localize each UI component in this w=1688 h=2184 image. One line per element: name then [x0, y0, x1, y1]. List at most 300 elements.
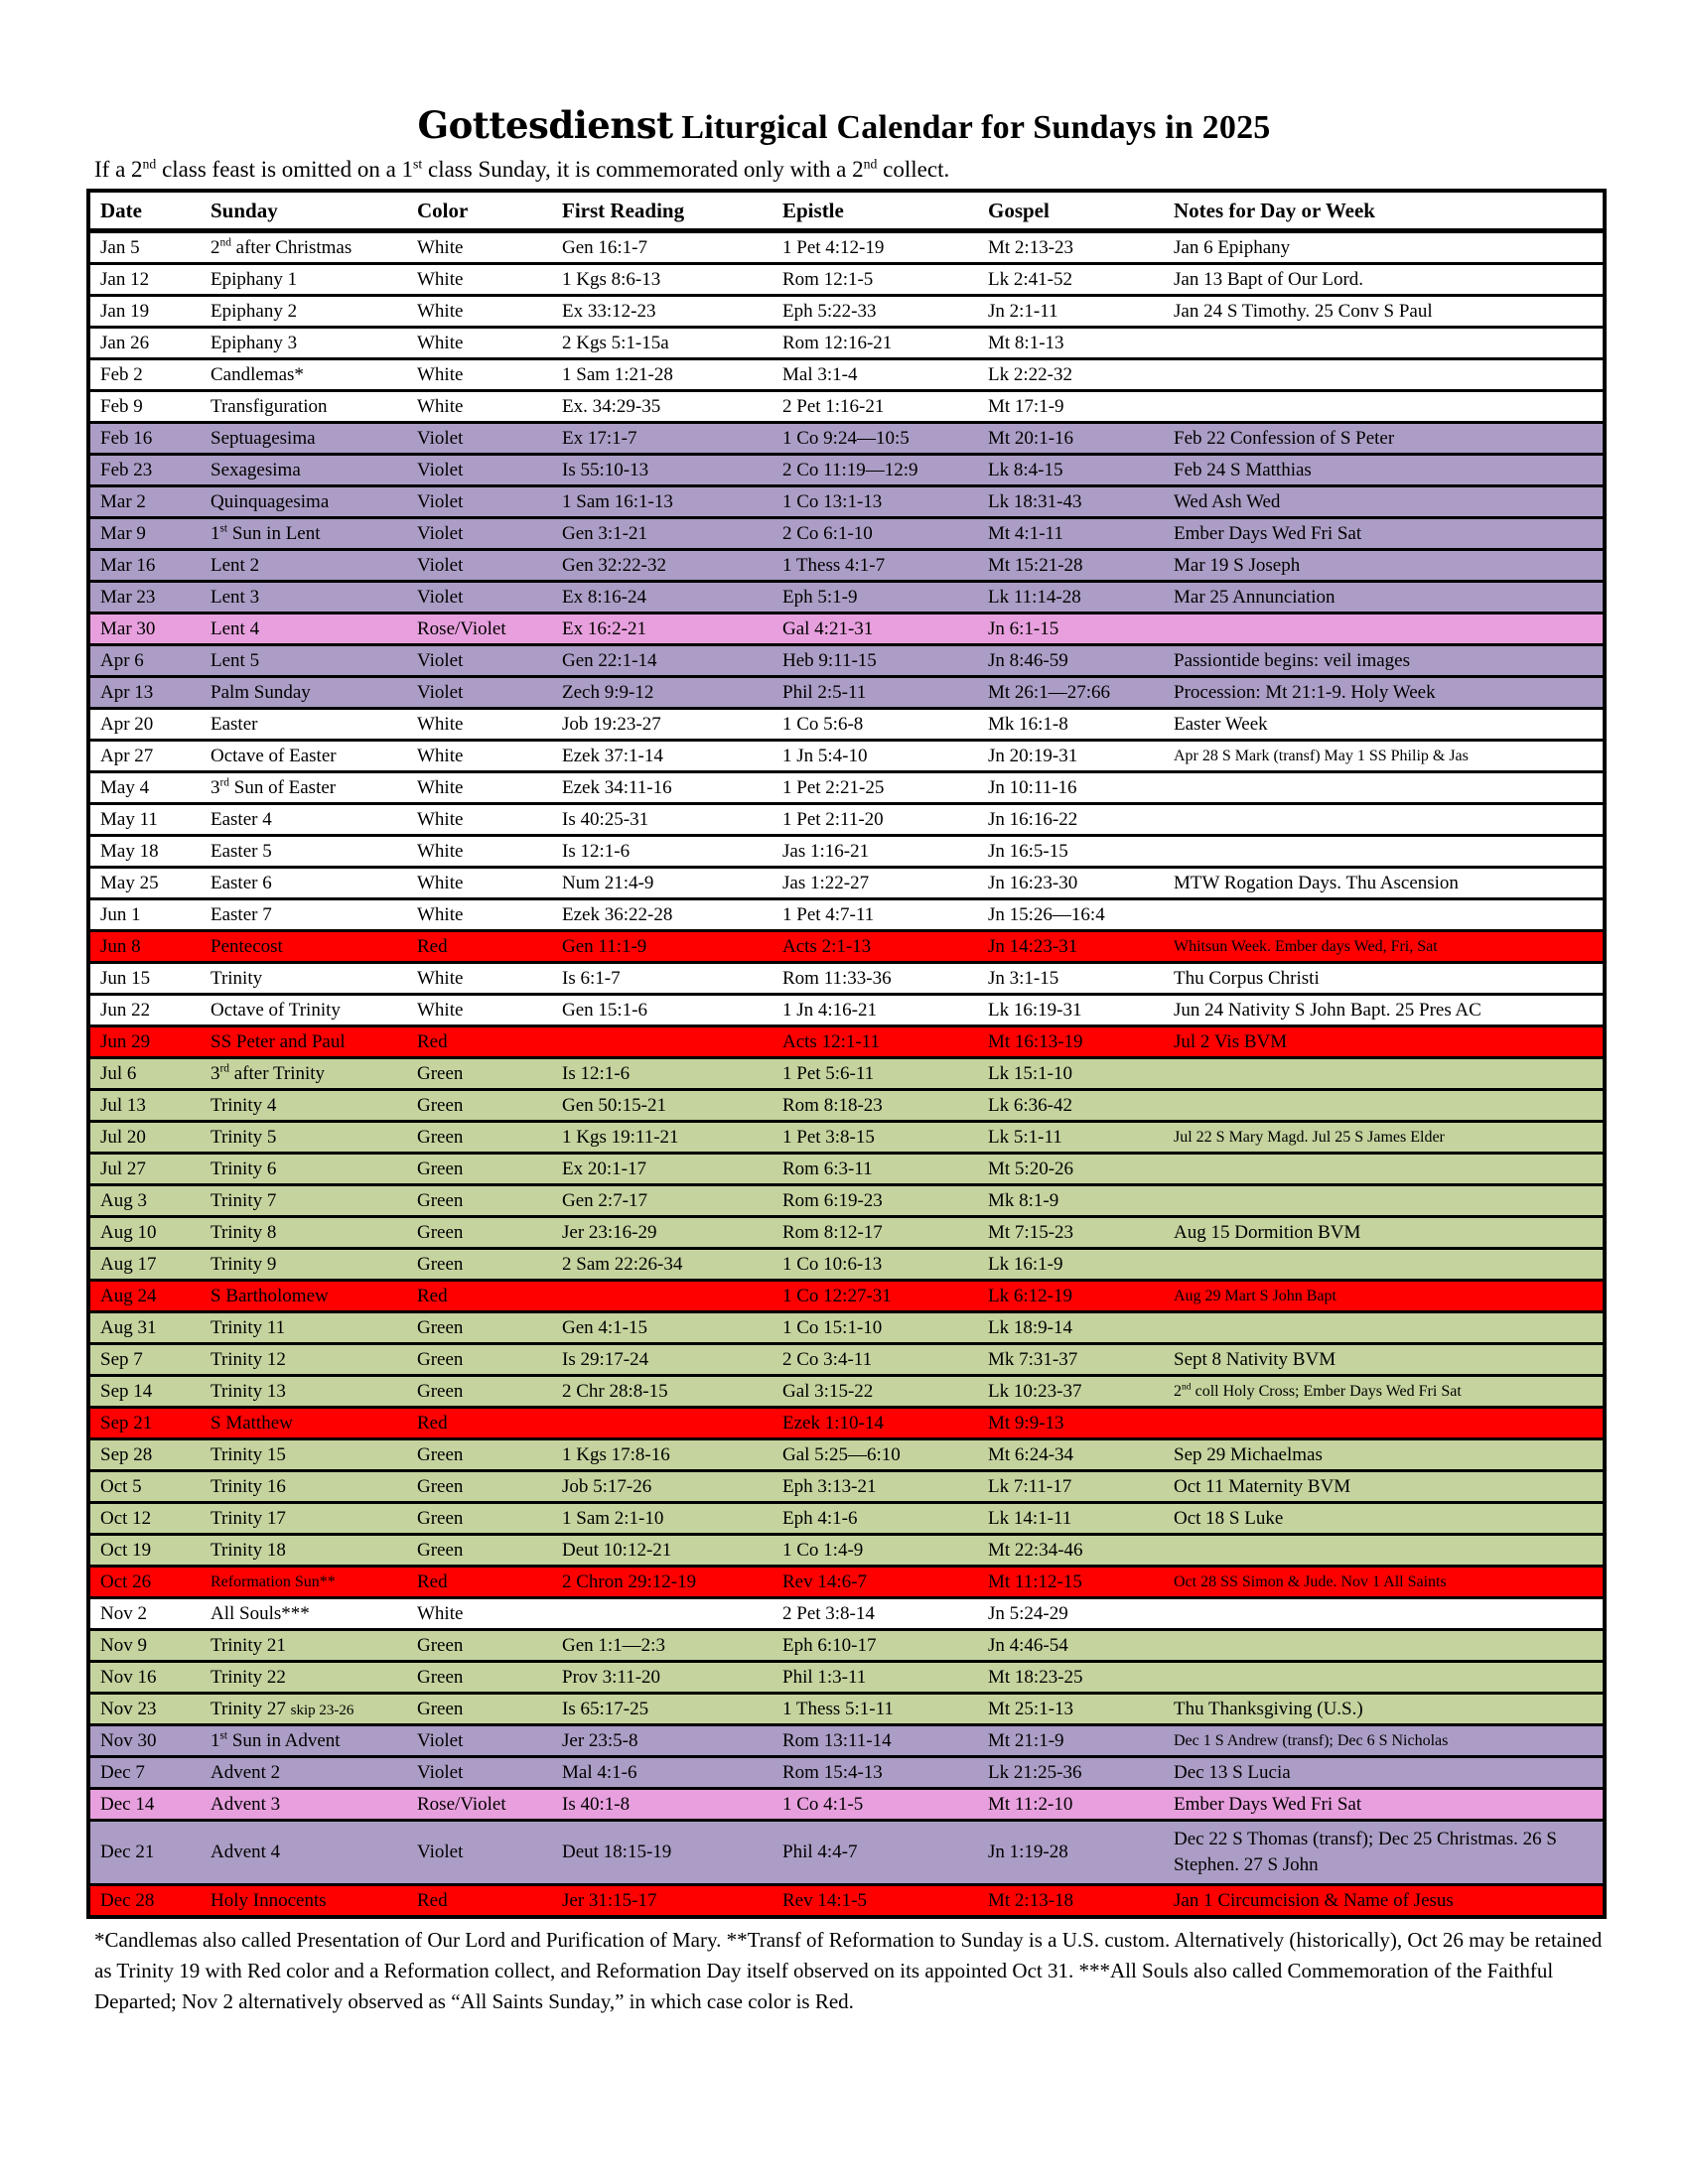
cell-date: Aug 31	[88, 1312, 201, 1344]
header-epistle: Epistle	[773, 191, 978, 231]
cell-sunday: All Souls***	[201, 1598, 407, 1630]
cell-color: Red	[407, 1567, 552, 1598]
cell-date: May 18	[88, 836, 201, 868]
cell-date: Feb 16	[88, 423, 201, 455]
cell-first: Jer 23:5-8	[552, 1725, 773, 1757]
cell-first: Ezek 34:11-16	[552, 772, 773, 804]
cell-color: Red	[407, 1885, 552, 1918]
cell-gospel: Mk 16:1-8	[978, 709, 1164, 741]
cell-first: Is 12:1-6	[552, 836, 773, 868]
cell-date: Aug 24	[88, 1281, 201, 1312]
calendar-table	[86, 189, 1607, 1919]
cell-epistle: 2 Pet 1:16-21	[773, 391, 978, 423]
cell-sunday: SS Peter and Paul	[201, 1026, 407, 1058]
cell-first: 1 Kgs 8:6-13	[552, 264, 773, 296]
cell-color: Green	[407, 1090, 552, 1122]
cell-epistle: Ezek 1:10-14	[773, 1408, 978, 1439]
cell-notes: Sep 29 Michaelmas	[1164, 1439, 1605, 1471]
cell-first: Is 65:17-25	[552, 1694, 773, 1725]
cell-date: Apr 6	[88, 645, 201, 677]
cell-gospel: Mt 26:1—27:66	[978, 677, 1164, 709]
table-row	[88, 1725, 1605, 1757]
cell-color: White	[407, 1598, 552, 1630]
cell-first: 1 Sam 2:1-10	[552, 1503, 773, 1535]
cell-first: Ex 20:1-17	[552, 1154, 773, 1185]
table-row	[88, 231, 1605, 264]
cell-gospel: Jn 15:26—16:4	[978, 899, 1164, 931]
cell-date: Jun 8	[88, 931, 201, 963]
cell-sunday: Trinity 15	[201, 1439, 407, 1471]
cell-gospel: Mt 8:1-13	[978, 328, 1164, 359]
table-row	[88, 963, 1605, 995]
cell-date: Jan 26	[88, 328, 201, 359]
cell-gospel: Jn 4:46-54	[978, 1630, 1164, 1662]
cell-color: Violet	[407, 518, 552, 550]
cell-gospel: Lk 2:22-32	[978, 359, 1164, 391]
cell-color: White	[407, 359, 552, 391]
cell-notes	[1164, 772, 1605, 804]
cell-first: Gen 15:1-6	[552, 995, 773, 1026]
cell-sunday: S Bartholomew	[201, 1281, 407, 1312]
cell-date: Sep 21	[88, 1408, 201, 1439]
cell-gospel: Mt 5:20-26	[978, 1154, 1164, 1185]
cell-sunday: Epiphany 1	[201, 264, 407, 296]
cell-notes	[1164, 1598, 1605, 1630]
cell-date: Nov 16	[88, 1662, 201, 1694]
cell-sunday: Trinity	[201, 963, 407, 995]
cell-sunday: Trinity 18	[201, 1535, 407, 1567]
cell-color: Green	[407, 1376, 552, 1408]
cell-epistle: 2 Co 3:4-11	[773, 1344, 978, 1376]
cell-notes: Oct 28 SS Simon & Jude. Nov 1 All Saints	[1164, 1567, 1605, 1598]
table-row	[88, 772, 1605, 804]
cell-date: Feb 23	[88, 455, 201, 486]
cell-color: White	[407, 328, 552, 359]
cell-sunday: Epiphany 2	[201, 296, 407, 328]
cell-color: Green	[407, 1122, 552, 1154]
cell-epistle: Rom 13:11-14	[773, 1725, 978, 1757]
cell-epistle: 1 Co 5:6-8	[773, 709, 978, 741]
cell-sunday: Trinity 21	[201, 1630, 407, 1662]
cell-notes	[1164, 1249, 1605, 1281]
cell-date: Sep 7	[88, 1344, 201, 1376]
cell-color: White	[407, 231, 552, 264]
cell-date: Mar 2	[88, 486, 201, 518]
cell-color: Violet	[407, 455, 552, 486]
cell-sunday: Trinity 11	[201, 1312, 407, 1344]
cell-gospel: Mt 17:1-9	[978, 391, 1164, 423]
cell-sunday: Trinity 13	[201, 1376, 407, 1408]
cell-notes: Mar 25 Annunciation	[1164, 582, 1605, 614]
cell-first: Is 40:1-8	[552, 1789, 773, 1821]
cell-color: White	[407, 899, 552, 931]
cell-color: Green	[407, 1154, 552, 1185]
cell-color: White	[407, 741, 552, 772]
cell-first	[552, 1408, 773, 1439]
cell-notes	[1164, 359, 1605, 391]
cell-epistle: 1 Co 1:4-9	[773, 1535, 978, 1567]
table-row	[88, 836, 1605, 868]
table-row	[88, 868, 1605, 899]
cell-epistle: 1 Pet 4:7-11	[773, 899, 978, 931]
cell-notes	[1164, 1535, 1605, 1567]
cell-gospel: Mt 9:9-13	[978, 1408, 1164, 1439]
cell-color: Violet	[407, 486, 552, 518]
cell-notes: Thu Thanksgiving (U.S.)	[1164, 1694, 1605, 1725]
table-row	[88, 1122, 1605, 1154]
cell-gospel: Jn 6:1-15	[978, 614, 1164, 645]
table-row	[88, 582, 1605, 614]
cell-sunday: Trinity 17	[201, 1503, 407, 1535]
table-row	[88, 1789, 1605, 1821]
cell-first: Is 40:25-31	[552, 804, 773, 836]
cell-color: Violet	[407, 1757, 552, 1789]
cell-sunday: Pentecost	[201, 931, 407, 963]
table-row	[88, 1662, 1605, 1694]
cell-first: Zech 9:9-12	[552, 677, 773, 709]
cell-color: Green	[407, 1630, 552, 1662]
table-row	[88, 518, 1605, 550]
cell-first: Ezek 37:1-14	[552, 741, 773, 772]
cell-color: Green	[407, 1535, 552, 1567]
cell-notes: Aug 15 Dormition BVM	[1164, 1217, 1605, 1249]
header-sunday: Sunday	[201, 191, 407, 231]
cell-notes	[1164, 804, 1605, 836]
cell-notes: 2nd coll Holy Cross; Ember Days Wed Fri Sat	[1164, 1376, 1605, 1408]
cell-notes	[1164, 1312, 1605, 1344]
cell-gospel: Lk 8:4-15	[978, 455, 1164, 486]
cell-notes	[1164, 1154, 1605, 1185]
cell-notes: Ember Days Wed Fri Sat	[1164, 1789, 1605, 1821]
cell-first: Gen 22:1-14	[552, 645, 773, 677]
subtitle: If a 2nd class feast is omitted on a 1st class Sunday, it is commemorated only with a 2nd collect.	[94, 156, 950, 182]
table-row	[88, 391, 1605, 423]
cell-first: Ex 8:16-24	[552, 582, 773, 614]
cell-first: Gen 4:1-15	[552, 1312, 773, 1344]
cell-sunday: Transfiguration	[201, 391, 407, 423]
cell-date: Jul 6	[88, 1058, 201, 1090]
cell-epistle: Heb 9:11-15	[773, 645, 978, 677]
cell-first: Job 19:23-27	[552, 709, 773, 741]
cell-color: Red	[407, 1026, 552, 1058]
cell-gospel: Mt 21:1-9	[978, 1725, 1164, 1757]
table-row	[88, 264, 1605, 296]
table-row	[88, 1058, 1605, 1090]
table-row	[88, 550, 1605, 582]
table-row	[88, 1154, 1605, 1185]
cell-epistle: 1 Thess 4:1-7	[773, 550, 978, 582]
cell-notes: Ember Days Wed Fri Sat	[1164, 518, 1605, 550]
cell-gospel: Mt 16:13-19	[978, 1026, 1164, 1058]
cell-gospel: Mt 25:1-13	[978, 1694, 1164, 1725]
cell-first: Mal 4:1-6	[552, 1757, 773, 1789]
cell-first: Is 29:17-24	[552, 1344, 773, 1376]
cell-sunday: Easter 4	[201, 804, 407, 836]
table-row	[88, 1567, 1605, 1598]
cell-color: Green	[407, 1185, 552, 1217]
table-row	[88, 1439, 1605, 1471]
cell-first: Gen 3:1-21	[552, 518, 773, 550]
cell-gospel: Lk 5:1-11	[978, 1122, 1164, 1154]
cell-first: Ex 16:2-21	[552, 614, 773, 645]
table-row	[88, 899, 1605, 931]
cell-notes: Jul 2 Vis BVM	[1164, 1026, 1605, 1058]
cell-epistle: 1 Jn 5:4-10	[773, 741, 978, 772]
cell-gospel: Mt 2:13-18	[978, 1885, 1164, 1918]
cell-first: 1 Kgs 17:8-16	[552, 1439, 773, 1471]
cell-gospel: Jn 10:11-16	[978, 772, 1164, 804]
title-rest: Liturgical Calendar for Sundays in 2025	[672, 109, 1271, 146]
cell-notes	[1164, 614, 1605, 645]
table-row	[88, 1026, 1605, 1058]
cell-date: Jun 1	[88, 899, 201, 931]
cell-date: Oct 12	[88, 1503, 201, 1535]
table-row	[88, 1821, 1605, 1885]
cell-gospel: Mt 2:13-23	[978, 231, 1164, 264]
cell-epistle: Eph 6:10-17	[773, 1630, 978, 1662]
cell-sunday: Epiphany 3	[201, 328, 407, 359]
cell-sunday: 2nd after Christmas	[201, 231, 407, 264]
cell-date: Dec 21	[88, 1821, 201, 1885]
cell-notes: Jan 1 Circumcision & Name of Jesus	[1164, 1885, 1605, 1918]
cell-epistle: Phil 1:3-11	[773, 1662, 978, 1694]
cell-sunday: Trinity 9	[201, 1249, 407, 1281]
cell-date: Jan 5	[88, 231, 201, 264]
cell-sunday: 1st Sun in Lent	[201, 518, 407, 550]
cell-notes: MTW Rogation Days. Thu Ascension	[1164, 868, 1605, 899]
table-row	[88, 1535, 1605, 1567]
cell-gospel: Jn 5:24-29	[978, 1598, 1164, 1630]
cell-color: Violet	[407, 677, 552, 709]
cell-sunday: Advent 4	[201, 1821, 407, 1885]
cell-first: Gen 32:22-32	[552, 550, 773, 582]
cell-gospel: Lk 21:25-36	[978, 1757, 1164, 1789]
cell-date: Aug 10	[88, 1217, 201, 1249]
cell-first: Is 6:1-7	[552, 963, 773, 995]
cell-color: White	[407, 264, 552, 296]
cell-epistle: Rom 8:18-23	[773, 1090, 978, 1122]
cell-gospel: Mt 11:12-15	[978, 1567, 1164, 1598]
cell-sunday: Trinity 5	[201, 1122, 407, 1154]
cell-notes: Oct 18 S Luke	[1164, 1503, 1605, 1535]
cell-notes: Whitsun Week. Ember days Wed, Fri, Sat	[1164, 931, 1605, 963]
table-row	[88, 455, 1605, 486]
cell-epistle: Rom 12:16-21	[773, 328, 978, 359]
cell-date: May 4	[88, 772, 201, 804]
table-row	[88, 1694, 1605, 1725]
cell-notes: Feb 22 Confession of S Peter	[1164, 423, 1605, 455]
cell-gospel: Lk 6:36-42	[978, 1090, 1164, 1122]
cell-sunday: Easter	[201, 709, 407, 741]
cell-notes	[1164, 899, 1605, 931]
table-row	[88, 423, 1605, 455]
cell-epistle: 1 Co 12:27-31	[773, 1281, 978, 1312]
cell-epistle: 1 Pet 3:8-15	[773, 1122, 978, 1154]
cell-gospel: Jn 16:5-15	[978, 836, 1164, 868]
cell-color: Violet	[407, 550, 552, 582]
cell-sunday: Trinity 12	[201, 1344, 407, 1376]
cell-notes: Dec 13 S Lucia	[1164, 1757, 1605, 1789]
table-row	[88, 645, 1605, 677]
cell-first: Prov 3:11-20	[552, 1662, 773, 1694]
masthead: Gottesdienst	[417, 103, 673, 147]
cell-first: 2 Kgs 5:1-15a	[552, 328, 773, 359]
cell-sunday: 3rd after Trinity	[201, 1058, 407, 1090]
cell-notes: Wed Ash Wed	[1164, 486, 1605, 518]
cell-color: White	[407, 296, 552, 328]
cell-epistle: 1 Pet 2:21-25	[773, 772, 978, 804]
cell-color: Green	[407, 1312, 552, 1344]
cell-date: Apr 27	[88, 741, 201, 772]
cell-first: Jer 31:15-17	[552, 1885, 773, 1918]
cell-notes: Jun 24 Nativity S John Bapt. 25 Pres AC	[1164, 995, 1605, 1026]
cell-sunday: Easter 5	[201, 836, 407, 868]
table-row	[88, 1281, 1605, 1312]
cell-gospel: Jn 8:46-59	[978, 645, 1164, 677]
cell-epistle: Rev 14:1-5	[773, 1885, 978, 1918]
cell-gospel: Mt 15:21-28	[978, 550, 1164, 582]
cell-epistle: 1 Co 15:1-10	[773, 1312, 978, 1344]
cell-notes	[1164, 1662, 1605, 1694]
cell-date: Mar 23	[88, 582, 201, 614]
table-row	[88, 804, 1605, 836]
cell-epistle: Rom 6:19-23	[773, 1185, 978, 1217]
table-row	[88, 931, 1605, 963]
cell-notes: Mar 19 S Joseph	[1164, 550, 1605, 582]
cell-sunday: Candlemas*	[201, 359, 407, 391]
cell-color: Green	[407, 1058, 552, 1090]
cell-date: Jul 27	[88, 1154, 201, 1185]
cell-gospel: Mt 4:1-11	[978, 518, 1164, 550]
cell-date: Feb 2	[88, 359, 201, 391]
cell-sunday: Trinity 8	[201, 1217, 407, 1249]
header-color: Color	[407, 191, 552, 231]
table-row	[88, 709, 1605, 741]
cell-gospel: Mk 7:31-37	[978, 1344, 1164, 1376]
cell-sunday: Trinity 22	[201, 1662, 407, 1694]
cell-date: Apr 13	[88, 677, 201, 709]
cell-gospel: Jn 1:19-28	[978, 1821, 1164, 1885]
cell-first: Deut 18:15-19	[552, 1821, 773, 1885]
cell-first: Ex. 34:29-35	[552, 391, 773, 423]
cell-first: Is 55:10-13	[552, 455, 773, 486]
table-row	[88, 677, 1605, 709]
cell-date: Sep 14	[88, 1376, 201, 1408]
cell-epistle: Rom 15:4-13	[773, 1757, 978, 1789]
footnote: *Candlemas also called Presentation of Our Lord and Purification of Mary. **Transf of Reformation to Sunday is a U.S. custom. Alternatively (historically), Oct 26 may be retained as Trinity 19 with Red color and a Reformation collect, and Reformation Day itself observed on its appointed Oct 31. ***All Souls also called Commemoration of the Faithful Departed; Nov 2 alternatively observed as “All Saints Sunday,” in which case color is Red.	[94, 1928, 1603, 2014]
cell-first: Ezek 36:22-28	[552, 899, 773, 931]
cell-notes: Thu Corpus Christi	[1164, 963, 1605, 995]
cell-date: Feb 9	[88, 391, 201, 423]
table-row	[88, 1630, 1605, 1662]
header-first-reading: First Reading	[552, 191, 773, 231]
cell-color: Red	[407, 931, 552, 963]
cell-sunday: Easter 7	[201, 899, 407, 931]
cell-first: 1 Sam 1:21-28	[552, 359, 773, 391]
table-row	[88, 296, 1605, 328]
cell-gospel: Jn 16:16-22	[978, 804, 1164, 836]
cell-notes	[1164, 1185, 1605, 1217]
cell-epistle: Gal 3:15-22	[773, 1376, 978, 1408]
cell-notes	[1164, 391, 1605, 423]
cell-notes: Jan 24 S Timothy. 25 Conv S Paul	[1164, 296, 1605, 328]
cell-color: White	[407, 995, 552, 1026]
cell-color: Green	[407, 1694, 552, 1725]
table-row	[88, 1757, 1605, 1789]
cell-epistle: 1 Pet 4:12-19	[773, 231, 978, 264]
cell-first: 2 Sam 22:26-34	[552, 1249, 773, 1281]
cell-gospel: Lk 16:19-31	[978, 995, 1164, 1026]
cell-epistle: Mal 3:1-4	[773, 359, 978, 391]
table-row	[88, 1312, 1605, 1344]
table-row	[88, 1503, 1605, 1535]
cell-gospel: Mt 18:23-25	[978, 1662, 1164, 1694]
cell-color: White	[407, 709, 552, 741]
cell-sunday: Lent 3	[201, 582, 407, 614]
cell-epistle: Eph 4:1-6	[773, 1503, 978, 1535]
cell-notes	[1164, 1090, 1605, 1122]
cell-sunday: Trinity 4	[201, 1090, 407, 1122]
cell-color: Green	[407, 1503, 552, 1535]
cell-gospel: Mt 20:1-16	[978, 423, 1164, 455]
cell-gospel: Jn 14:23-31	[978, 931, 1164, 963]
table-row	[88, 741, 1605, 772]
cell-color: White	[407, 772, 552, 804]
cell-first: 2 Chr 28:8-15	[552, 1376, 773, 1408]
cell-sunday: S Matthew	[201, 1408, 407, 1439]
cell-first: Jer 23:16-29	[552, 1217, 773, 1249]
cell-sunday: Quinquagesima	[201, 486, 407, 518]
cell-date: Jan 19	[88, 296, 201, 328]
cell-date: Oct 26	[88, 1567, 201, 1598]
cell-date: Mar 9	[88, 518, 201, 550]
table-row	[88, 1185, 1605, 1217]
cell-epistle: Rom 6:3-11	[773, 1154, 978, 1185]
header-gospel: Gospel	[978, 191, 1164, 231]
table-row	[88, 1376, 1605, 1408]
cell-first: 1 Sam 16:1-13	[552, 486, 773, 518]
cell-gospel: Jn 3:1-15	[978, 963, 1164, 995]
cell-sunday: Octave of Easter	[201, 741, 407, 772]
cell-notes: Passiontide begins: veil images	[1164, 645, 1605, 677]
cell-sunday: Advent 3	[201, 1789, 407, 1821]
cell-first: Is 12:1-6	[552, 1058, 773, 1090]
cell-gospel: Mt 6:24-34	[978, 1439, 1164, 1471]
cell-notes	[1164, 836, 1605, 868]
cell-epistle: 1 Co 10:6-13	[773, 1249, 978, 1281]
cell-first: Gen 11:1-9	[552, 931, 773, 963]
table-row	[88, 1344, 1605, 1376]
table-row	[88, 1885, 1605, 1918]
cell-first: Gen 16:1-7	[552, 231, 773, 264]
cell-gospel: Lk 11:14-28	[978, 582, 1164, 614]
table-row	[88, 1471, 1605, 1503]
cell-notes: Dec 22 S Thomas (transf); Dec 25 Christmas. 26 S Stephen. 27 S John	[1164, 1821, 1605, 1885]
cell-epistle: 1 Co 4:1-5	[773, 1789, 978, 1821]
cell-color: Green	[407, 1217, 552, 1249]
cell-notes: Feb 24 S Matthias	[1164, 455, 1605, 486]
cell-epistle: Phil 4:4-7	[773, 1821, 978, 1885]
cell-sunday: Lent 4	[201, 614, 407, 645]
cell-first	[552, 1281, 773, 1312]
cell-date: Jun 15	[88, 963, 201, 995]
cell-sunday: Sexagesima	[201, 455, 407, 486]
cell-sunday: Easter 6	[201, 868, 407, 899]
table-row	[88, 1408, 1605, 1439]
cell-date: Mar 16	[88, 550, 201, 582]
cell-epistle: 1 Thess 5:1-11	[773, 1694, 978, 1725]
cell-date: Nov 30	[88, 1725, 201, 1757]
